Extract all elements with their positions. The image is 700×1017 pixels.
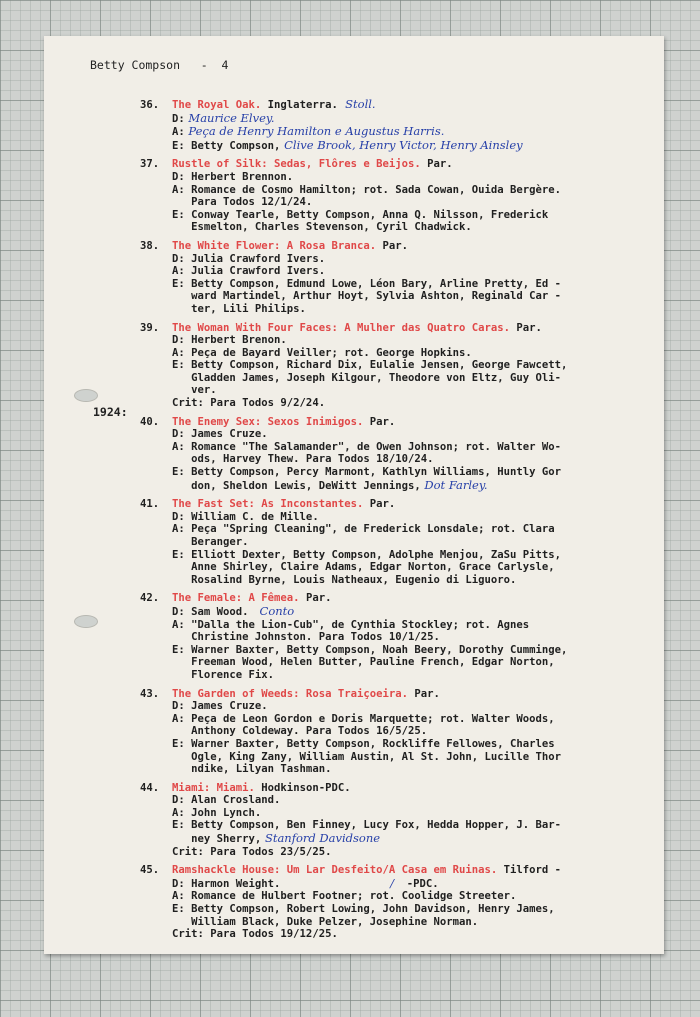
film-detail-line (140, 751, 650, 764)
typed-text: D: James Cruze. (172, 428, 268, 441)
typed-text: Par. (408, 687, 440, 700)
typed-text: William Black, Duke Pelzer, Josephine Norman. (172, 915, 479, 928)
film-detail-line (140, 890, 650, 903)
film-detail-line (140, 171, 650, 184)
film-title-line (140, 322, 650, 335)
typed-text: A: "Dalla the Lion-Cub", de Cynthia Stockley; rot. Agnes (172, 618, 530, 631)
film-detail-line (140, 574, 650, 587)
page-header: Betty Compson - 4 (90, 58, 229, 72)
film-detail-line (140, 631, 650, 644)
film-detail-line (140, 700, 650, 713)
film-detail-line (140, 428, 650, 441)
film-title: The White Flower: A Rosa Branca. (172, 239, 377, 252)
typed-text: A: Peça "Spring Cleaning", de Frederick Lonsdale; rot. Clara (172, 523, 555, 536)
handwritten-note: Maurice Elvey. (184, 110, 275, 125)
filmography-list (140, 98, 650, 941)
film-title: The Female: A Fêmea. (172, 592, 300, 605)
film-detail-line (140, 290, 650, 303)
film-title-line (140, 864, 650, 877)
typed-text: -PDC. (393, 877, 439, 890)
typed-text: Hodkinson-PDC. (254, 781, 351, 794)
film-detail-line (140, 549, 650, 562)
document-page (44, 36, 664, 954)
entry-number: 36. (140, 99, 160, 111)
film-detail-line (140, 359, 650, 372)
handwritten-note: Peça de Henry Hamilton e Augustus Harris. (184, 124, 445, 139)
typed-text: E: Betty Compson, Ben Finney, Lucy Fox, Hedda Hopper, J. Bar- (172, 819, 562, 832)
film-title: The Enemy Sex: Sexos Inimigos. (172, 415, 364, 428)
punch-hole-lower (74, 615, 98, 628)
typed-text: E: Betty Compson, Edmund Lowe, Léon Bary, Arline Pretty, Ed - (172, 277, 562, 290)
film-detail-line (140, 303, 650, 316)
film-entry (140, 158, 650, 234)
film-detail-line (140, 196, 650, 209)
film-detail-line (140, 877, 650, 891)
film-detail-line (140, 928, 650, 941)
entry-number: 38. (140, 239, 160, 252)
film-entry (140, 498, 650, 586)
typed-text: A: Romance de Cosmo Hamilton; rot. Sada Cowan, Ouida Bergère. (172, 183, 562, 196)
film-detail-line (140, 511, 650, 524)
film-detail-line (140, 819, 650, 832)
typed-text: Tilford - (497, 864, 562, 877)
typed-text: D: Sam Wood. (172, 605, 249, 618)
film-entry (140, 240, 650, 316)
film-detail-line (140, 669, 650, 682)
film-entry (140, 592, 650, 681)
film-title-line (140, 688, 650, 701)
film-detail-line (140, 253, 650, 266)
film-detail-line (140, 453, 650, 466)
typed-text: D: Alan Crosland. (172, 794, 281, 807)
typed-text: E: Conway Tearle, Betty Compson, Anna Q. Nilsson, Frederick (172, 208, 549, 221)
film-entry (140, 322, 650, 410)
entry-number: 45. (140, 864, 160, 877)
film-entry (140, 782, 650, 859)
film-detail-line (140, 334, 650, 347)
typed-text: Inglaterra. (261, 99, 338, 111)
film-title-line (140, 416, 650, 429)
typed-text: A: (172, 126, 185, 139)
typed-text: E: Betty Compson, (172, 139, 281, 152)
entry-number: 40. (140, 415, 160, 428)
film-title-line (140, 498, 650, 511)
typed-text: Para Todos 12/1/24. (172, 196, 313, 209)
typed-text: Anthony Coldeway. Para Todos 16/5/25. (172, 725, 428, 738)
film-title-line (140, 98, 650, 112)
film-detail-line (140, 916, 650, 929)
typed-text: D: James Cruze. (172, 700, 268, 713)
film-detail-line (140, 278, 650, 291)
film-title: The Garden of Weeds: Rosa Traiçoeira. (172, 687, 408, 700)
typed-text: Par. (420, 158, 453, 171)
typed-text: Christine Johnston. Para Todos 10/1/25. (172, 631, 440, 644)
typed-text: A: John Lynch. (172, 806, 262, 819)
typed-text: Par. (299, 592, 332, 605)
film-detail-line (140, 347, 650, 360)
film-title: Miami: Miami. (172, 781, 255, 794)
film-title-line (140, 592, 650, 605)
typed-text: Rosalind Byrne, Louis Natheaux, Eugenio di Liguoro. (172, 573, 517, 586)
typed-text: don, Sheldon Lewis, DeWitt Jennings, (172, 479, 421, 492)
film-title: The Royal Oak. (172, 99, 262, 111)
film-detail-line (140, 523, 650, 536)
entry-number: 37. (140, 158, 160, 171)
film-detail-line (140, 479, 650, 493)
film-detail-line (140, 441, 650, 454)
film-detail-line (140, 713, 650, 726)
film-entry (140, 864, 650, 941)
film-detail-line (140, 209, 650, 222)
typed-text: D: Julia Crawford Ivers. (172, 252, 326, 265)
entry-number: 41. (140, 498, 160, 511)
film-detail-line (140, 384, 650, 397)
typed-text: A: Romance de Hulbert Footner; rot. Coolidge Streeter. (172, 890, 517, 903)
film-detail-line (140, 656, 650, 669)
typed-text: A: Peça de Bayard Veiller; rot. George Hopkins. (172, 346, 472, 359)
film-detail-line (140, 112, 650, 126)
film-detail-line (140, 221, 650, 234)
typed-text: Ogle, King Zany, William Austin, Al St. John, Lucille Thor (172, 750, 562, 763)
typed-text: D: Herbert Brennon. (172, 170, 294, 183)
typed-text: D: Harmon Weight. (172, 877, 281, 890)
typed-text: Crit: Para Todos 19/12/25. (172, 928, 338, 941)
typed-text: E: Betty Compson, Percy Marmont, Kathlyn Williams, Huntly Gor (172, 466, 562, 479)
typed-text: ndike, Lilyan Tashman. (172, 763, 332, 776)
entry-number: 43. (140, 687, 160, 700)
typed-text: Crit: Para Todos 9/2/24. (172, 397, 326, 410)
film-title: Ramshackle House: Um Lar Desfeito/A Casa em Ruinas. (172, 864, 498, 877)
film-detail-line (140, 139, 650, 153)
film-detail-line (140, 536, 650, 549)
typed-text: Crit: Para Todos 23/5/25. (172, 845, 332, 858)
film-detail-line (140, 184, 650, 197)
punch-hole-upper (74, 389, 98, 402)
film-detail-line (140, 725, 650, 738)
film-detail-line (140, 619, 650, 632)
film-detail-line (140, 372, 650, 385)
typed-text: A: Julia Crawford Ivers. (172, 265, 326, 278)
film-detail-line (140, 605, 650, 619)
handwritten-note: Stoll. (337, 97, 376, 111)
film-detail-line (140, 466, 650, 479)
typed-text: E: Warner Baxter, Betty Compson, Noah Beery, Dorothy Cumminge, (172, 643, 568, 656)
typed-text: E: Betty Compson, Richard Dix, Eulalie Jensen, George Fawcett, (172, 359, 568, 372)
typed-text: D: Herbert Brenon. (172, 334, 287, 347)
typed-text: ward Martindel, Arthur Hoyt, Sylvia Ashton, Reginald Car - (172, 290, 562, 303)
entry-number: 39. (140, 321, 160, 334)
film-title: The Woman With Four Faces: A Mulher das Quatro Caras. (172, 321, 511, 334)
handwritten-note: Dot Farley. (420, 477, 488, 492)
typed-text: Par. (363, 415, 396, 428)
film-entry (140, 416, 650, 493)
typed-text: Par. (363, 498, 396, 511)
typed-text: ods, Harvey Thew. Para Todos 18/10/24. (172, 453, 434, 466)
film-detail-line (140, 561, 650, 574)
typed-text: Freeman Wood, Helen Butter, Pauline French, Edgar Norton, (172, 656, 555, 669)
film-detail-line (140, 397, 650, 410)
handwritten-note: Stanford Davidsone (261, 831, 381, 846)
film-entry (140, 98, 650, 152)
typed-text: ney Sherry, (172, 833, 262, 846)
year-margin-note: 1924: (93, 405, 128, 419)
film-title-line (140, 158, 650, 171)
film-detail-line (140, 738, 650, 751)
typed-text: Par. (376, 239, 408, 252)
typed-text: E: Warner Baxter, Betty Compson, Rockliffe Fellowes, Charles (172, 737, 555, 750)
typed-text: Esmelton, Charles Stevenson, Cyril Chadwick. (172, 221, 472, 234)
typed-text: D: (172, 112, 185, 125)
film-title: Rustle of Silk: Sedas, Flôres e Beijos. (172, 158, 421, 171)
film-title-line (140, 782, 650, 795)
film-detail-line (140, 846, 650, 859)
entry-number: 42. (140, 592, 160, 605)
film-detail-line (140, 903, 650, 916)
typed-text: Anne Shirley, Claire Adams, Edgar Norton, Grace Carlysle, (172, 561, 555, 574)
film-detail-line (140, 794, 650, 807)
film-title: The Fast Set: As Inconstantes. (172, 498, 364, 511)
entry-number: 44. (140, 781, 160, 794)
handwritten-note: Conto (248, 603, 295, 618)
film-detail-line (140, 807, 650, 820)
typed-text: A: Peça de Leon Gordon e Doris Marquette; rot. Walter Woods, (172, 712, 555, 725)
typed-text: E: Elliott Dexter, Betty Compson, Adolphe Menjou, ZaSu Pitts, (172, 548, 562, 561)
typed-text: ter, Lili Philips. (172, 302, 306, 315)
film-detail-line (140, 832, 650, 846)
handwritten-note: / (280, 875, 394, 890)
typed-text: E: Betty Compson, Robert Lowing, John Davidson, Henry James, (172, 903, 555, 916)
film-entry (140, 688, 650, 776)
typed-text: A: Romance "The Salamander", de Owen Johnson; rot. Walter Wo- (172, 440, 562, 453)
handwritten-note: Clive Brook, Henry Victor, Henry Ainsley (280, 137, 523, 152)
typed-text: Gladden James, Joseph Kilgour, Theodore von Eltz, Guy Oli- (172, 371, 562, 384)
typed-text: Par. (510, 321, 542, 334)
typed-text: D: William C. de Mille. (172, 510, 319, 523)
film-title-line (140, 240, 650, 253)
film-detail-line (140, 763, 650, 776)
typed-text: Beranger. (172, 536, 249, 548)
typed-text: ver. (172, 384, 217, 397)
film-detail-line (140, 265, 650, 278)
typed-text: Florence Fix. (172, 668, 275, 681)
film-detail-line (140, 125, 650, 139)
film-detail-line (140, 644, 650, 657)
